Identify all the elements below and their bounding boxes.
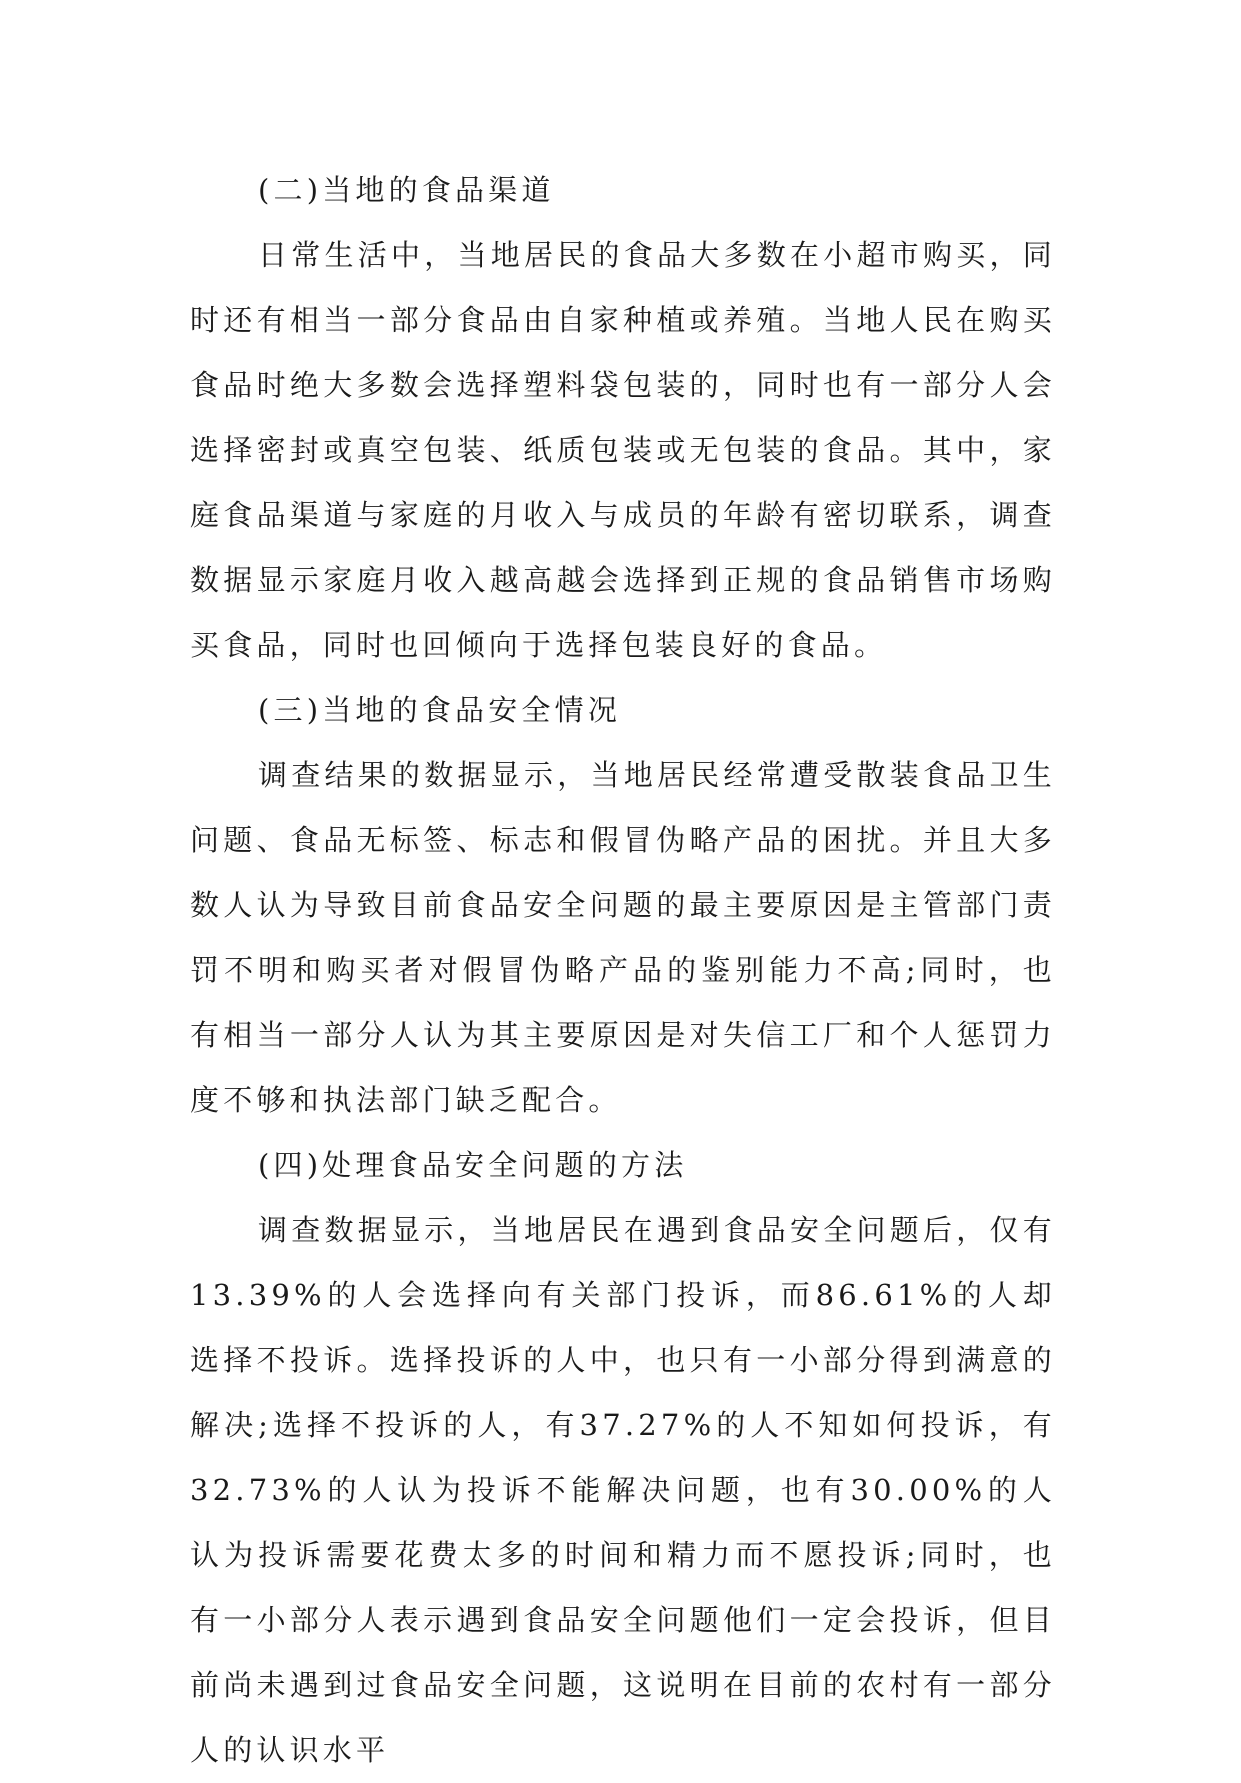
- section-heading-channels: (二)当地的食品渠道: [258, 173, 555, 207]
- paragraph-safety-situation: 调查结果的数据显示，当地居民经常遭受散装食品卫生问题、食品无标签、标志和假冒伪略产品的困扰。并且大多数人认为导致目前食品安全问题的最主要原因是主管部门责罚不明和购买者对假冒伪略产品的鉴别能力不高;同时，也有相当一部分人认为其主要原因是对失信工厂和个人惩罚力度不够和执法部门缺乏配合。: [190, 758, 1056, 1117]
- document-body: [190, 158, 1056, 1783]
- paragraph-handling-methods: 调查数据显示，当地居民在遇到食品安全问题后，仅有13.39%的人会选择向有关部门投诉，而86.61%的人却选择不投诉。选择投诉的人中，也只有一小部分得到满意的解决;选择不投诉的人，有37.27%的人不知如何投诉，有32.73%的人认为投诉不能解决问题，也有30.00%的人认为投诉需要花费太多的时间和精力而不愿投诉;同时，也有一小部分人表示遇到食品安全问题他们一定会投诉，但目前尚未遇到过食品安全问题，这说明在目前的农村有一部分人的认识水平: [190, 1213, 1056, 1767]
- paragraph-channels: 日常生活中，当地居民的食品大多数在小超市购买，同时还有相当一部分食品由自家种植或养殖。当地人民在购买食品时绝大多数会选择塑料袋包装的，同时也有一部分人会选择密封或真空包装、纸质包装或无包装的食品。其中，家庭食品渠道与家庭的月收入与成员的年龄有密切联系，调查数据显示家庭月收入越高越会选择到正规的食品销售市场购买食品，同时也回倾向于选择包装良好的食品。: [190, 238, 1056, 662]
- section-heading-safety-situation: (三)当地的食品安全情况: [258, 693, 622, 727]
- section-heading-handling-methods: (四)处理食品安全问题的方法: [258, 1148, 688, 1182]
